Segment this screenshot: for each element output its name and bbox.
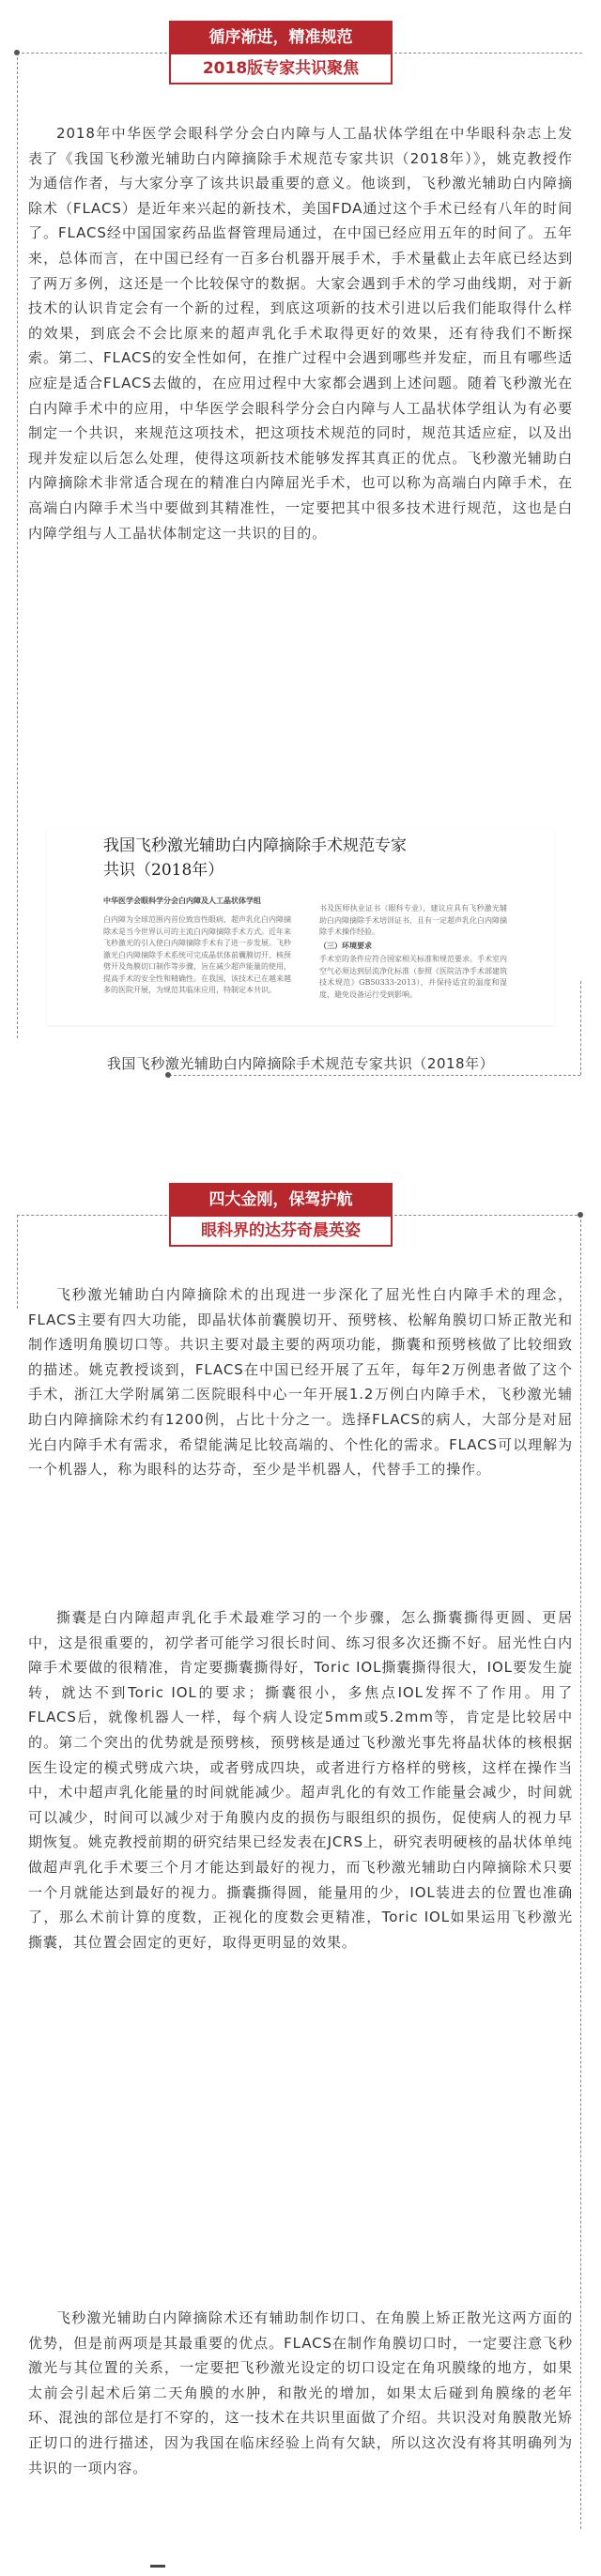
section1-frame-left bbox=[17, 53, 18, 1038]
section1-title-line1: 循序渐进，精准规范 bbox=[169, 21, 393, 54]
article-image bbox=[47, 828, 554, 1025]
section2-frame-left bbox=[17, 1215, 18, 1309]
section2-frame-right bbox=[580, 1215, 581, 2529]
article-image-caption: 我国飞秒激光辅助白内障摘除手术规范专家共识（2018年） bbox=[106, 1055, 495, 1072]
section2-paragraph-3: 飞秒激光辅助白内障摘除术还有辅助制作切口、在角膜上矫正散光这两方面的优势，但是前两项是其最重要的优点。FLACS在制作角膜切口时，一定要注意飞秒激光与其位置的关系，一定要把飞秒激光设定的切口设定在角巩膜缘的地方，如果太前会引起术后第二天角膜的水肿，和散光的增加，如果太后碰到角膜缘的老年环、混浊的部位是打不穿的，这一技术在共识里面做了介绍。共识没对角膜散光矫正切口的进行描述，因为我国在临床经验上尚有欠缺，所以这次没有将其明确列为共识的一项内容。 bbox=[28, 2309, 573, 2476]
section2-frame-top-left bbox=[17, 1215, 167, 1216]
article-image-col2-heading: （三）环境要求 bbox=[319, 942, 372, 950]
section2-title-line1: 四大金刚，保驾护航 bbox=[169, 1183, 393, 1217]
article-image-col2: 书及医师执业证书（眼科专业），建议应具有飞秒激光辅助白内障摘除手术培训证书，且有一定超声乳化白内障摘除手术操作经验。 bbox=[319, 904, 507, 936]
section1-title-line2: 2018版专家共识聚焦 bbox=[169, 54, 393, 84]
section2-frame-dot-top bbox=[578, 1212, 583, 1218]
section2-frame-top-right bbox=[394, 1215, 582, 1216]
section1-frame-top-right bbox=[394, 53, 582, 54]
section2-paragraph-2: 撕囊是白内障超声乳化手术最难学习的一个步骤，怎么撕囊撕得更圆、更居中，这是很重要的，初学者可能学习很长时间、练习很多次还撕不好。屈光性白内障手术要做的很精准，肯定要撕囊撕得好，Toric IOL撕囊撕得很大，IOL要发生旋转，就达不到Toric IOL的要求；撕囊很小，多焦点IOL发挥不了作用。用了FLACS后，就像机器人一样，每个病人设定5mm或5.2mm等，肯定是比较居中的。第二个突出的优势就是预劈核，预劈核是通过飞秒激光事先将晶状体的核根据医生设定的模式劈成六块，或者劈成四块，或者进行方格样的劈核，这样在操作当中，术中超声乳化能量的时间就能减少。超声乳化的有效工作能量会减少，时间就可以减少，时间可以减少对于角膜内皮的损伤与眼组织的损伤，促使病人的视力早期恢复。姚克教授前期的研究结果已经发表在JCRS上，研究表明硬核的晶状体单纯做超声乳化手术要三个月才能达到最好的视力，而飞秒激光辅助白内障摘除术只要一个月就能达到最好的视力。撕囊撕得圆，能量用的少，IOL装进去的位置也准确了，那么术前计算的度数，正视化的度数会更精准，Toric IOL如果运用飞秒激光撕囊，其位置会固定的更好，取得更明显的效果。 bbox=[28, 1609, 573, 1951]
section1-paragraph: 2018年中华医学会眼科学分会白内障与人工晶状体学组在中华眼科杂志上发表了《我国飞秒激光辅助白内障摘除手术规范专家共识（2018年）》，姚克教授作为通信作者，与大家分享了该共识最重要的意义。他谈到，飞秒激光辅助白内障摘除术（FLACS）是近年来兴起的新技术，美国FDA通过这个手术已经有八年的时间了。FLACS经中国国家药品监督管理局通过，在中国已经应用五年的时间了。五年来，总体而言，在中国已经有一百多台机器开展手术，手术量截止去年底已经达到了两万多例，这还是一个比较保守的数据。大家会遇到手术的学习曲线期，对于新技术的认识肯定会有一个新的过程，到底这项新的技术引进以后我们能取得什么样的效果，到底会不会比原来的超声乳化手术取得更好的效果，还有待我们不断探索。第二、FLACS的安全性如何，在推广过程中会遇到哪些并发症，而且有哪些适应症是适合FLACS去做的，在应用过程中大家都会遇到上述问题。随着飞秒激光在白内障手术中的应用，中华医学会眼科学分会白内障与人工晶状体学组认为有必要制定一个共识，来规范这项技术，把这项技术规范的同时，规范其适应症，以及出现并发症以后怎么处理，使得这项新技术能够发挥其真正的优点。飞秒激光辅助白内障摘除术非常适合现在的精准白内障屈光手术，也可以称为高端白内障手术，在高端白内障手术当中要做到其精准性，一定要把其中很多技术进行规范，这也是白内障学组与人工晶状体制定这一共识的目的。 bbox=[28, 125, 573, 542]
section1-frame-dot-top bbox=[14, 50, 20, 55]
section1-frame-right bbox=[580, 981, 581, 1075]
section2-paragraph-1: 飞秒激光辅助白内障摘除术的出现进一步深化了屈光性白内障手术的理念，FLACS主要有四大功能，即晶状体前囊膜切开、预劈核、松解角膜切口矫正散光和制作透明角膜切口等。共识主要对最主要的两项功能，撕囊和预劈核做了比较细致的描述。姚克教授谈到，FLACS在中国已经开展了五年，每年2万例患者做了这个手术，浙江大学附属第二医院眼科中心一年开展1.2万例白内障手术，飞秒激光辅助白内障摘除术约有1200例，占比十分之一。选择FLACS的病人，大部分是对屈光白内障手术有需求，希望能满足比较高端的、个性化的需求。FLACS可以理解为一个机器人，称为眼科的达芬奇，至少是半机器人，代替手工的操作。 bbox=[28, 1286, 573, 1479]
article-image-title: 我国飞秒激光辅助白内障摘除手术规范专家共识（2018年） bbox=[103, 836, 407, 880]
section2-end-mark bbox=[150, 2565, 165, 2568]
section1-title bbox=[169, 21, 393, 84]
article-image-author: 中华医学会眼科学分会白内障及人工晶状体学组 bbox=[103, 897, 261, 905]
section2-title bbox=[169, 1183, 393, 1247]
section1-frame-top-left bbox=[17, 53, 167, 54]
article-image-col2b: 手术室的条件应符合国家相关标准和规范要求。手术室内空气必须达到层流净化标准（参照《医院洁净手术部建筑技术规范》GB50333-2013），并保持适宜的温度和湿度，避免设备运行受到影响。 bbox=[319, 955, 507, 999]
article-image-col1: 白内障为全球范围内首位致盲性眼病，超声乳化白内障摘除术是当今世界认可的主流白内障摘除手术方式。近年来飞秒激光的引入使白内障摘除手术有了进一步发展。飞秒激光白内障摘除手术系统可完成晶状体前囊膜切开、核预劈开及角膜切口制作等步骤，旨在减少超声能量的使用，提高手术的安全性和精确性。在我国，该技术已在越来越多的医院开展，为规范其临床应用，特制定本共识。 bbox=[103, 915, 291, 994]
section1-frame-dot-bottom bbox=[165, 1072, 171, 1078]
section1-frame-bottom bbox=[169, 1075, 580, 1076]
section2-title-line2: 眼科界的达芬奇晨英姿 bbox=[169, 1217, 393, 1247]
